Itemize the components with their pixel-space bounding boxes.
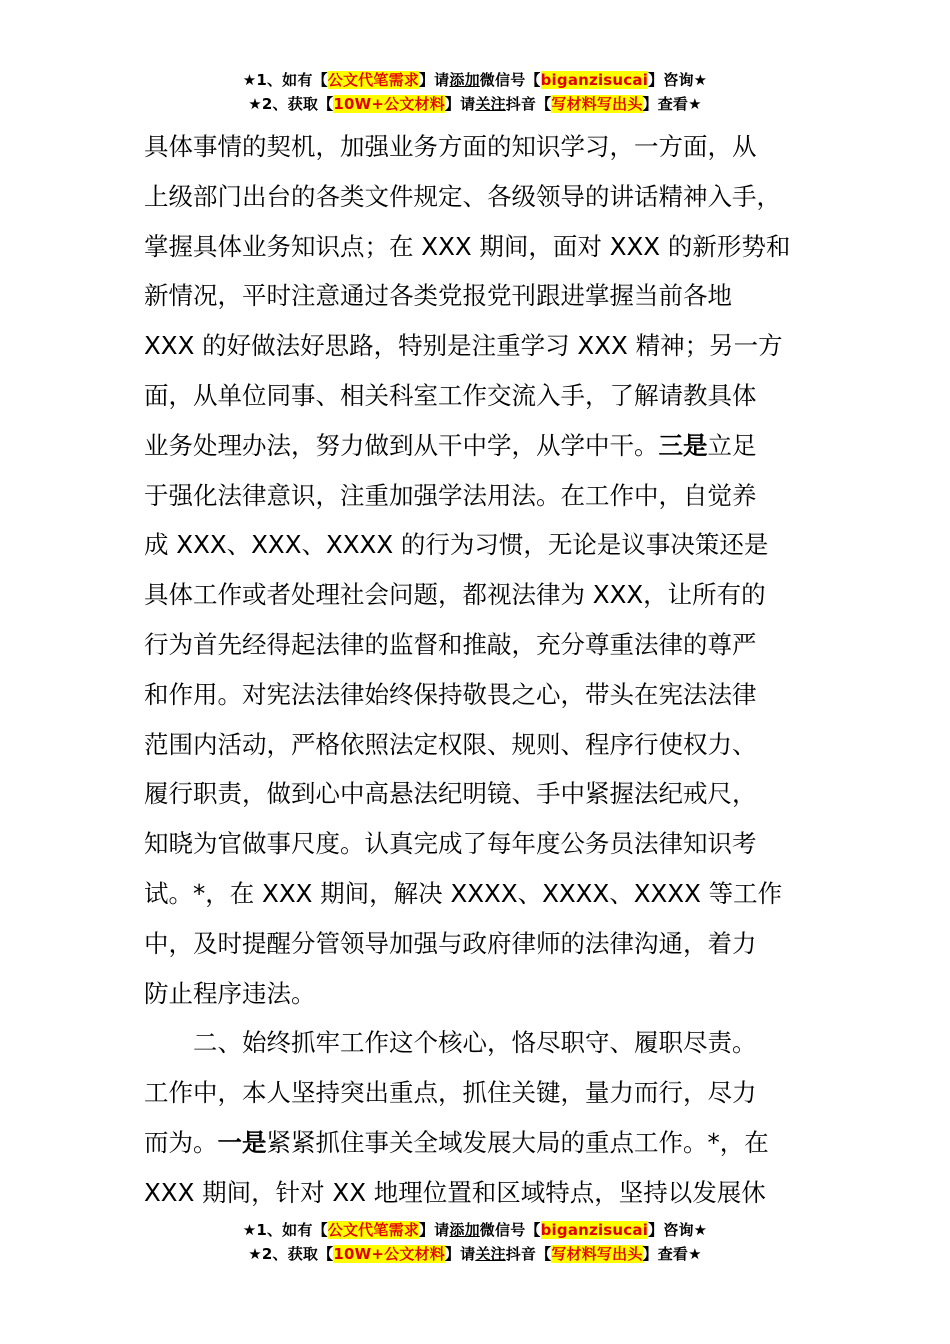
banner-underlined: 关注 xyxy=(475,1245,506,1263)
body-line: 上级部门出台的各类文件规定、各级领导的讲话精神入手， xyxy=(144,181,781,211)
banner-underlined: 关注 xyxy=(475,95,506,113)
banner-text: 】请 xyxy=(444,95,476,113)
footer-banner xyxy=(0,1218,950,1266)
banner-text: ★1、如有【 xyxy=(242,1221,328,1239)
body-line: 试。*，在 XXX 期间，解决 XXXX、XXXX、XXXX 等工作 xyxy=(144,878,783,908)
body-line: 具体工作或者处理社会问题，都视法律为 XXX，让所有的 xyxy=(144,580,766,610)
banner-underlined: 添加 xyxy=(449,71,480,89)
body-line: 掌握具体业务知识点；在 XXX 期间，面对 XXX 的新形势和 xyxy=(144,231,791,261)
body-text: 而为。 xyxy=(144,1127,218,1157)
body-line: 防止程序违法。 xyxy=(144,978,316,1008)
banner-wechat-id: biganzisucai xyxy=(540,1221,649,1239)
emphasis-text: 三是 xyxy=(658,430,708,460)
body-line: 行为首先经得起法律的监督和推敲，充分尊重法律的尊严 xyxy=(144,629,757,659)
banner-douyin-id: 写材料写出头 xyxy=(551,95,643,113)
banner-text: 】咨询★ xyxy=(648,71,708,89)
banner-text: 微信号【 xyxy=(479,71,541,89)
banner-highlight: 公文代笔需求 xyxy=(327,71,419,89)
body-line: 面，从单位同事、相关科室工作交流入手，了解请教具体 xyxy=(144,380,757,410)
body-line: 知晓为官做事尺度。认真完成了每年度公务员法律知识考 xyxy=(144,829,757,859)
body-line: 工作中，本人坚持突出重点，抓住关键，量力而行，尽力 xyxy=(144,1078,757,1108)
banner-underlined: 添加 xyxy=(449,1221,480,1239)
banner-line-1 xyxy=(0,1218,950,1242)
body-line: 于强化法律意识，注重加强学法用法。在工作中，自觉养 xyxy=(144,480,757,510)
banner-text: ★2、获取【 xyxy=(248,1245,334,1263)
body-line: 中，及时提醒分管领导加强与政府律师的法律沟通，着力 xyxy=(144,928,757,958)
banner-text: 】请 xyxy=(444,1245,476,1263)
body-line: XXX 的好做法好思路，特别是注重学习 XXX 精神；另一方 xyxy=(144,331,783,361)
body-line: 范围内活动，严格依照法定权限、规则、程序行使权力、 xyxy=(144,729,757,759)
body-text: 业务处理办法，努力做到从干中学，从学中干。 xyxy=(144,430,659,460)
banner-text: 】查看★ xyxy=(642,95,702,113)
section-heading: 二、始终抓牢工作这个核心，恪尽职守、履职尽责。 xyxy=(193,1028,757,1058)
banner-text: 】查看★ xyxy=(642,1245,702,1263)
banner-douyin-id: 写材料写出头 xyxy=(551,1245,643,1263)
body-line: 具体事情的契机，加强业务方面的知识学习，一方面，从 xyxy=(144,132,757,161)
banner-highlight: 10W+公文材料 xyxy=(333,1245,445,1263)
banner-line-2 xyxy=(0,92,950,116)
body-text: 紧紧抓住事关全域发展大局的重点工作。*，在 xyxy=(266,1127,769,1157)
body-line xyxy=(144,1118,810,1168)
body-line: 履行职责，做到心中高悬法纪明镜、手中紧握法纪戒尺， xyxy=(144,779,757,809)
banner-text: 】请 xyxy=(418,71,450,89)
banner-text: 】请 xyxy=(418,1221,450,1239)
header-banner xyxy=(0,68,950,116)
body-line: 成 XXX、XXX、XXXX 的行为习惯，无论是议事决策还是 xyxy=(144,530,769,560)
body-line xyxy=(144,421,810,471)
body-text: 立足 xyxy=(707,430,757,460)
banner-wechat-id: biganzisucai xyxy=(540,71,649,89)
banner-text: 抖音【 xyxy=(505,95,552,113)
banner-text: 抖音【 xyxy=(505,1245,552,1263)
body-line: 和作用。对宪法法律始终保持敬畏之心，带头在宪法法律 xyxy=(144,679,757,709)
banner-text: ★1、如有【 xyxy=(242,71,328,89)
emphasis-text: 一是 xyxy=(217,1127,267,1157)
body-line: 新情况，平时注意通过各类党报党刊跟进掌握当前各地 xyxy=(144,281,732,311)
banner-highlight: 10W+公文材料 xyxy=(333,95,445,113)
document-body xyxy=(144,122,810,1218)
banner-line-2 xyxy=(0,1242,950,1266)
banner-highlight: 公文代笔需求 xyxy=(327,1221,419,1239)
banner-text: ★2、获取【 xyxy=(248,95,334,113)
banner-text: 微信号【 xyxy=(479,1221,541,1239)
banner-line-1 xyxy=(0,68,950,92)
banner-text: 】咨询★ xyxy=(648,1221,708,1239)
body-line: XXX 期间，针对 XX 地理位置和区域特点，坚持以发展休 xyxy=(144,1177,766,1207)
